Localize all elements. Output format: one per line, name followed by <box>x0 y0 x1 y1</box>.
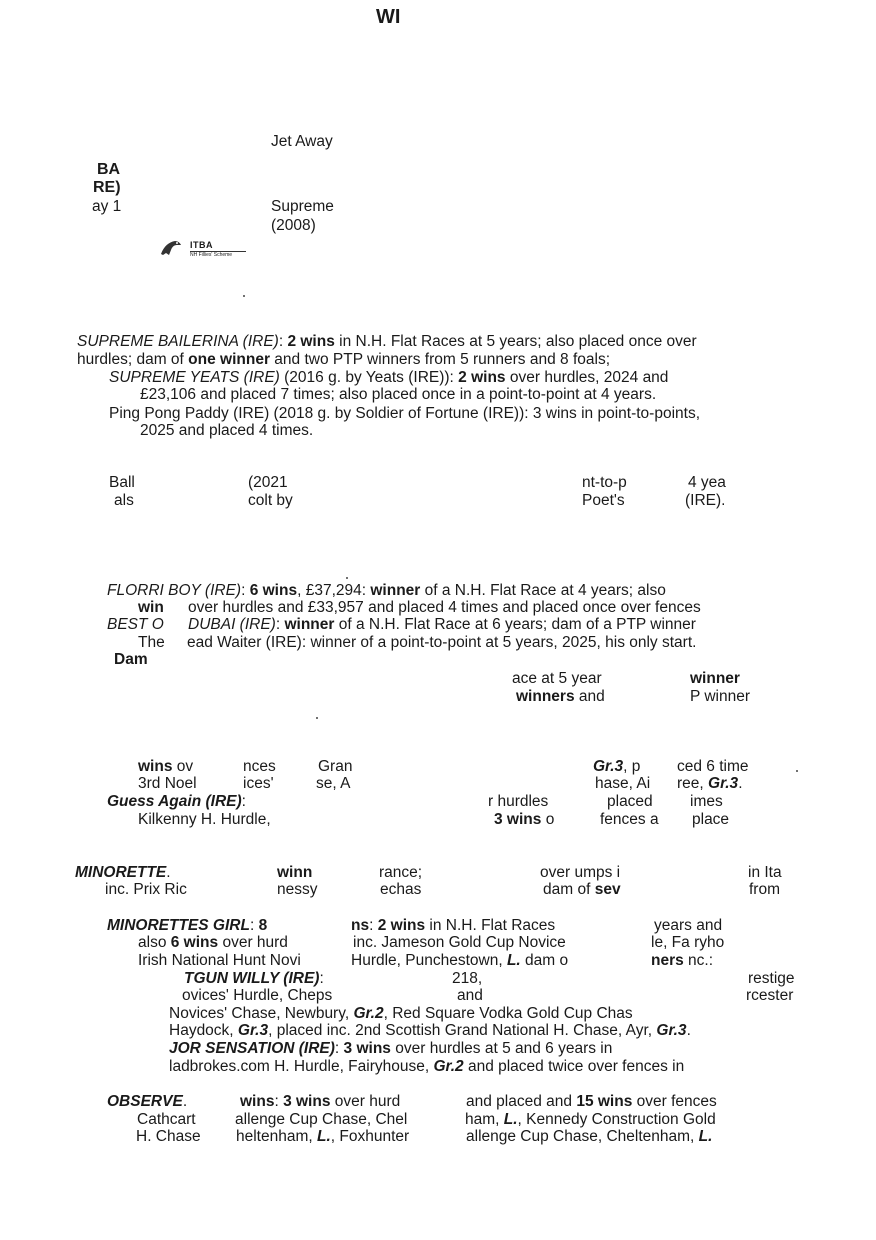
pedigree-text-line <box>651 934 724 952</box>
pedigree-text-line <box>318 758 352 776</box>
text-run: : <box>274 1093 284 1110</box>
text-run: : <box>334 1040 344 1057</box>
text-run: ace at 5 year <box>512 670 602 687</box>
text-run: OBSERVE <box>107 1093 183 1110</box>
text-run: placed <box>607 793 653 810</box>
text-run: ead Waiter (IRE): winner of a point-to-point at 5 years, 2025, his only start. <box>187 634 697 651</box>
text-run: ree, <box>677 775 709 792</box>
pedigree-text-line <box>109 474 135 492</box>
text-run: Gr.3 <box>593 758 624 775</box>
text-run: hurdles; dam of <box>77 351 189 368</box>
pedigree-text-line <box>380 881 421 899</box>
text-run: 3 wins <box>494 811 542 828</box>
text-run: wins <box>138 758 173 775</box>
text-run: , Kennedy Construction Gold <box>517 1111 716 1128</box>
text-run: nessy <box>277 881 318 898</box>
pedigree-text-line <box>494 811 554 829</box>
text-run: , p <box>623 758 641 775</box>
text-run: Cathcart <box>137 1111 196 1128</box>
text-run: , £37,294: <box>297 582 371 599</box>
text-run: SUPREME BAILERINA (IRE) <box>77 333 279 350</box>
text-run: BOY (IRE) <box>168 582 242 599</box>
pedigree-text-line <box>187 634 696 652</box>
pedigree-text-line <box>107 793 246 811</box>
pedigree-text-line <box>353 934 566 952</box>
pedigree-text-line <box>77 351 610 369</box>
pedigree-text-line <box>651 952 713 970</box>
pedigree-text-line <box>466 1093 717 1111</box>
pedigree-text-line <box>107 917 267 935</box>
text-run: SUPREME YEATS (IRE) <box>109 369 280 386</box>
pedigree-text-line <box>582 492 625 510</box>
text-run: Dam <box>114 651 148 668</box>
pedigree-text-line <box>109 369 668 387</box>
text-run: of a N.H. Flat Race at 6 years; dam of a PTP winner <box>334 616 696 633</box>
pedigree-text-line <box>600 811 659 829</box>
text-run: ov <box>172 758 194 775</box>
text-run: 3 wins <box>283 1093 331 1110</box>
text-run: allenge Cup Chase, Cheltenham, <box>466 1128 699 1145</box>
text-run: o <box>541 811 555 828</box>
pedigree-text-line <box>543 881 621 899</box>
sire-name: Jet Away <box>271 133 333 150</box>
text-run: in N.H. Flat Races <box>425 917 556 934</box>
text-run: 6 wins <box>170 934 219 951</box>
pedigree-text-line <box>75 864 171 882</box>
pedigree-text-line <box>677 758 749 776</box>
text-run: place <box>692 811 730 828</box>
text-run: of a N.H. Flat Race at 4 years; also <box>420 582 666 599</box>
text-run: over hurd <box>330 1093 401 1110</box>
pedigree-text-line <box>593 758 640 776</box>
pedigree-text-line <box>351 952 568 970</box>
pedigree-text-line <box>512 670 602 688</box>
pedigree-text-line <box>595 775 650 793</box>
text-run: over hurdles at 5 and 6 years in <box>390 1040 613 1057</box>
pedigree-text-line <box>105 881 187 899</box>
text-run: Haydock, <box>169 1022 238 1039</box>
text-run: P winner <box>690 688 751 705</box>
text-run: 2025 and placed 4 times. <box>140 422 314 439</box>
pedigree-text-line <box>138 758 193 776</box>
text-run: , Foxhunter <box>330 1128 410 1145</box>
text-run: 3rd Noel <box>138 775 197 792</box>
pedigree-text-line <box>688 474 726 492</box>
text-run: dam o <box>520 952 569 969</box>
text-run: ced 6 time <box>677 758 749 775</box>
text-run: L. <box>503 1111 518 1128</box>
text-run: rcester <box>746 987 794 1004</box>
pedigree-text-line <box>488 793 548 811</box>
pedigree-text-line <box>465 1111 716 1129</box>
pedigree-text-line <box>77 333 697 351</box>
pedigree-text-line <box>109 405 700 423</box>
pedigree-text-line <box>140 386 656 404</box>
pedigree-text-line <box>184 970 324 988</box>
text-run: from <box>749 881 780 898</box>
text-run: : <box>278 333 288 350</box>
text-run: Ping Pong Paddy (IRE) (2018 g. by Soldier of Fortune (IRE)): 3 wins in point-to-points, <box>109 405 701 422</box>
text-run: r hurdles <box>488 793 549 810</box>
pedigree-text-line <box>277 864 312 882</box>
text-run: nces <box>243 758 276 775</box>
text-run: 4 yea <box>688 474 726 491</box>
text-run: H. Chase <box>136 1128 201 1145</box>
text-run: JOR SENSATION (IRE) <box>169 1040 335 1057</box>
pedigree-text-line <box>138 775 197 793</box>
pedigree-text-line <box>654 917 722 935</box>
speck <box>346 577 348 579</box>
pedigree-text-line <box>248 492 293 510</box>
pedigree-text-line <box>138 811 271 829</box>
text-run: Poet's <box>582 492 625 509</box>
text-run: over hurd <box>218 934 288 951</box>
text-run: L. <box>698 1128 713 1145</box>
pedigree-text-line <box>107 616 164 634</box>
text-run: inc. Jameson Gold Cup Novice <box>353 934 566 951</box>
text-run: and two PTP winners from 5 runners and 8 foals; <box>269 351 611 368</box>
pedigree-text-line <box>316 775 350 793</box>
text-run: . <box>182 1093 188 1110</box>
text-run: in Ita <box>748 864 782 881</box>
text-run: over fences <box>632 1093 717 1110</box>
pedigree-text-line <box>236 1128 409 1146</box>
pedigree-text-line <box>138 634 165 652</box>
text-run: MINORETTE <box>75 864 167 881</box>
text-run: 15 wins <box>576 1093 633 1110</box>
itba-logo-subtext: NH Fillies' Scheme <box>190 252 233 258</box>
text-run: winners <box>516 688 575 705</box>
text-run: and <box>574 688 605 705</box>
text-run: hase, Ai <box>595 775 651 792</box>
text-run: Guess Again (IRE) <box>107 793 242 810</box>
text-run: heltenham, <box>236 1128 317 1145</box>
pedigree-text-line <box>140 422 313 440</box>
text-run: over hurdles and £33,957 and placed 4 times and placed once over fences <box>188 599 701 616</box>
text-run: . <box>166 864 171 881</box>
pedigree-text-line <box>540 864 620 882</box>
text-run: rance; <box>379 864 423 881</box>
text-run: : <box>241 582 250 599</box>
pedigree-text-line <box>138 952 301 970</box>
text-run: fences a <box>600 811 659 828</box>
text-run: , placed inc. 2nd Scottish Grand National H. Chase, Ayr, <box>268 1022 657 1039</box>
text-run: and placed and <box>466 1093 577 1110</box>
text-run: : <box>249 917 259 934</box>
text-run: one winner <box>188 351 270 368</box>
text-run: and <box>457 987 483 1004</box>
text-run: Gr.3 <box>656 1022 687 1039</box>
text-run: : <box>369 917 378 934</box>
catalogue-title: WI <box>376 6 401 28</box>
text-run: nt-to-p <box>582 474 627 491</box>
text-run: ns <box>351 917 370 934</box>
text-run: se, A <box>316 775 351 792</box>
pedigree-text-line <box>457 987 483 1005</box>
text-run: Hurdle, Punchestown, <box>351 952 507 969</box>
pedigree-text-line <box>235 1111 407 1129</box>
text-run: and placed twice over fences in <box>463 1058 685 1075</box>
pedigree-text-line <box>107 1093 187 1111</box>
pedigree-text-line <box>240 1093 400 1111</box>
pedigree-text-line <box>248 474 288 492</box>
pedigree-text-line <box>452 970 482 988</box>
pedigree-text-line <box>690 793 723 811</box>
text-run: DUBAI (IRE) <box>188 616 276 633</box>
pedigree-text-line <box>243 758 276 776</box>
speck <box>243 295 245 297</box>
text-run: colt by <box>248 492 293 509</box>
text-run: . <box>738 775 743 792</box>
text-run: nc.: <box>683 952 714 969</box>
text-run: restige <box>748 970 795 987</box>
pedigree-text-line <box>582 474 627 492</box>
pedigree-text-line <box>188 599 701 617</box>
text-run: Ball <box>109 474 135 491</box>
text-run: Kilkenny H. Hurdle, <box>138 811 271 828</box>
text-run: (2021 <box>248 474 288 491</box>
text-run: : <box>319 970 324 987</box>
text-run: 6 wins <box>249 582 298 599</box>
text-run: 8 <box>258 917 268 934</box>
pedigree-text-line <box>169 1058 684 1076</box>
text-run: 218, <box>452 970 483 987</box>
dam-year: (2008) <box>271 217 316 234</box>
lot-name-fragment: RE) <box>93 179 121 196</box>
pedigree-text-line <box>243 775 274 793</box>
pedigree-text-line <box>137 1111 196 1129</box>
text-run: TGUN WILLY (IRE) <box>184 970 320 987</box>
text-run: (2016 g. by Yeats (IRE)): <box>279 369 459 386</box>
pedigree-text-line <box>169 1022 691 1040</box>
pedigree-text-line <box>685 492 725 510</box>
pedigree-text-line <box>188 616 696 634</box>
pedigree-text-line <box>138 934 288 952</box>
text-run: Gr.3 <box>708 775 739 792</box>
text-run: The <box>138 634 165 651</box>
text-run: ham, <box>465 1111 504 1128</box>
text-run: 3 wins <box>343 1040 391 1057</box>
text-run: BEST O <box>107 616 164 633</box>
text-run: years and <box>654 917 723 934</box>
text-run: : <box>241 793 246 810</box>
text-run: . <box>686 1022 691 1039</box>
foaling-date-fragment: ay 1 <box>92 198 122 215</box>
text-run: winn <box>277 864 313 881</box>
pedigree-text-line <box>746 987 793 1005</box>
pedigree-text-line <box>277 881 318 899</box>
dam-name: Supreme <box>271 198 334 215</box>
pedigree-text-line <box>466 1128 712 1146</box>
pedigree-text-line <box>114 492 134 510</box>
text-run: MINORETTES GIRL <box>107 917 250 934</box>
text-run: £23,106 and placed 7 times; also placed once in a point-to-point at 4 years. <box>140 386 657 403</box>
pedigree-text-line <box>379 864 422 882</box>
pedigree-text-line <box>748 864 782 882</box>
text-run: inc. Prix Ric <box>105 881 187 898</box>
text-run: le, Fa ryho <box>651 934 725 951</box>
pedigree-text-line <box>351 917 555 935</box>
text-run: echas <box>380 881 422 898</box>
pedigree-text-line <box>516 688 605 706</box>
pedigree-text-line <box>136 1128 201 1146</box>
text-run: Gr.2 <box>353 1005 384 1022</box>
text-run: , Red Square Vodka Gold Cup Chas <box>383 1005 633 1022</box>
itba-logo-text: ITBA <box>190 240 213 250</box>
text-run: 2 wins <box>287 333 335 350</box>
text-run: L. <box>317 1128 331 1145</box>
pedigree-text-line <box>169 1040 612 1058</box>
pedigree-text-line <box>749 881 780 899</box>
text-run: winner <box>284 616 335 633</box>
text-run: als <box>114 492 134 509</box>
text-run: imes <box>690 793 723 810</box>
horse-logo-icon <box>160 238 182 256</box>
text-run: winner <box>690 670 740 687</box>
pedigree-text-line <box>607 793 653 811</box>
text-run: Gr.2 <box>433 1058 464 1075</box>
text-run: FLORRI <box>107 582 164 599</box>
text-run: Gran <box>318 758 353 775</box>
text-run: Novices' Chase, Newbury, <box>169 1005 354 1022</box>
text-run: : <box>275 616 285 633</box>
text-run: also <box>138 934 171 951</box>
lot-name-fragment: BA <box>97 161 121 178</box>
pedigree-text-line <box>748 970 795 988</box>
text-run: over hurdles, 2024 and <box>505 369 669 386</box>
text-run: dam of <box>543 881 595 898</box>
speck <box>316 717 318 719</box>
speck <box>796 770 798 772</box>
text-run: ners <box>651 952 684 969</box>
text-run: win <box>138 599 164 616</box>
text-run: 2 wins <box>377 917 426 934</box>
text-run: wins <box>240 1093 275 1110</box>
pedigree-text-line <box>107 582 666 600</box>
text-run: L. <box>506 952 521 969</box>
text-run: winner <box>370 582 421 599</box>
pedigree-text-line <box>138 599 164 617</box>
text-run: Irish National Hunt Novi <box>138 952 301 969</box>
pedigree-text-line <box>182 987 332 1005</box>
pedigree-text-line <box>677 775 743 793</box>
text-run: in N.H. Flat Races at 5 years; also placed once over <box>334 333 697 350</box>
pedigree-text-line <box>690 688 750 706</box>
text-run: over umps i <box>540 864 621 881</box>
pedigree-text-line <box>169 1005 633 1023</box>
text-run: ovices' Hurdle, Cheps <box>182 987 333 1004</box>
text-run: allenge Cup Chase, Chel <box>235 1111 408 1128</box>
text-run: 2 wins <box>458 369 506 386</box>
text-run: sev <box>594 881 621 898</box>
text-run: ices' <box>243 775 274 792</box>
pedigree-text-line <box>114 651 148 669</box>
text-run: Gr.3 <box>237 1022 269 1039</box>
pedigree-text-line <box>692 811 729 829</box>
text-run: (IRE). <box>685 492 726 509</box>
text-run: ladbrokes.com H. Hurdle, Fairyhouse, <box>169 1058 434 1075</box>
pedigree-text-line <box>690 670 740 688</box>
